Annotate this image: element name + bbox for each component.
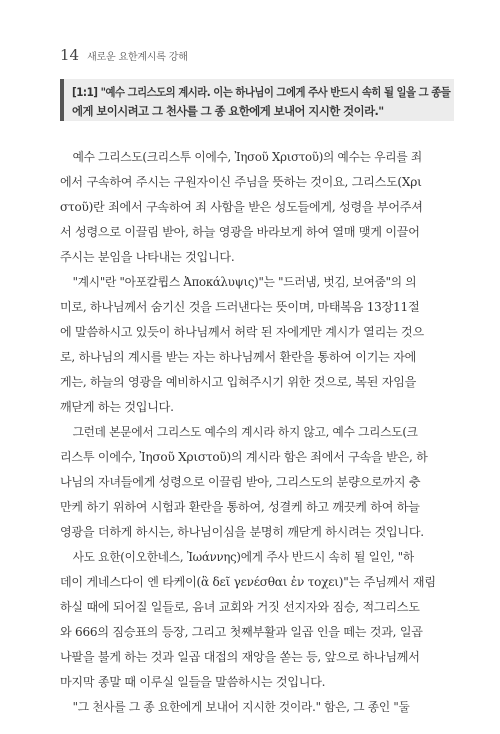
- page-number: 14: [60, 46, 80, 64]
- body-line: 서 성령으로 이끌림 받아, 하늘 영광을 바라보게 하여 열매 맺게 이끌어: [60, 225, 420, 239]
- body-line: 리스투 이에수, Ἰησοῦ Χριστοῦ)의 계시라 함은 죄에서 구속을 받은, 하: [60, 450, 428, 464]
- verse-line-2: 에게 보이시려고 그 천사를 그 종 요한에게 보내어 지시한 것이라.": [72, 104, 384, 118]
- body-line: 주시는 분임을 나타내는 것입니다.: [60, 250, 235, 264]
- verse-quote-box: [60, 79, 454, 121]
- body-line: 에서 구속하여 주시는 구원자이신 주님을 뜻하는 것이요, 그리스도(Χρι: [60, 175, 422, 189]
- body-line: 데이 게네스다이 엔 타케이(ἃ δεῖ γενέσθαι ἐν τοχει)"는 주님께서 재림: [60, 575, 436, 589]
- body-line: 만케 하기 위하여 시험과 환란을 통하여, 성결케 하고 깨끗케 하여 하늘: [60, 500, 420, 514]
- body-line: στοῦ)란 죄에서 구속하여 죄 사함을 받은 성도들에게, 성령을 부어주셔: [60, 200, 423, 214]
- body-line: 미로, 하나님께서 숨기신 것을 드러낸다는 뜻이며, 마태복음 13장11절: [60, 300, 420, 314]
- body-line: 에 말씀하시고 있듯이 하나님께서 허락 된 자에게만 계시가 열리는 것으: [60, 325, 424, 339]
- body-line: 사도 요한(이오한네스, Ἰωάννης)에게 주사 반드시 속히 될 일인, "하: [72, 550, 414, 564]
- body-line: "계시"란 "아포칼륍스 Ἀποκάλυψις)"는 "드러냄, 벗김, 보여줌"의 의: [72, 275, 417, 289]
- verse-line-1: [1:1] "예수 그리스도의 계시라. 이는 하나님이 그에게 주사 반드시 속히 될 일을 그 종들: [72, 85, 451, 99]
- body-line: 나님의 자녀들에게 성령으로 이끌림 받아, 그리스도의 분량으로까지 충: [60, 475, 421, 489]
- page-header: [60, 46, 188, 64]
- body-line: 예수 그리스도(크리스투 이에수, Ἰησοῦ Χριστοῦ)의 예수는 우리를 죄: [72, 150, 422, 164]
- body-line: "그 천사를 그 종 요한에게 보내어 지시한 것이라." 함은, 그 종인 "둘: [72, 700, 410, 714]
- body-line: 하실 때에 되어질 일들로, 음녀 교회와 거짓 선지자와 짐승, 적그리스도: [60, 600, 420, 614]
- body-line: 마지막 종말 때 이루실 일들을 말씀하시는 것입니다.: [60, 675, 326, 689]
- body-line: 영광을 더하게 하시는, 하나님이심을 분명히 깨닫게 하시려는 것입니다.: [60, 525, 424, 539]
- body-line: 로, 하나님의 계시를 받는 자는 하나님께서 환란을 통하여 이기는 자에: [60, 350, 417, 364]
- body-line: 나팔을 불게 하는 것과 일곱 대접의 재앙을 쏟는 등, 앞으로 하나님께서: [60, 650, 420, 664]
- body-line: 깨닫게 하는 것입니다.: [60, 400, 174, 414]
- running-title: 새로운 요한계시록 강해: [87, 52, 188, 63]
- body-line: 게는, 하늘의 영광을 예비하시고 입혀주시기 위한 것으로, 복된 자임을: [60, 375, 417, 389]
- body-line: 그런데 본문에서 그리스도 예수의 계시라 하지 않고, 예수 그리스도(크: [72, 425, 418, 439]
- body-line: 와 666의 짐승표의 등장, 그리고 첫째부활과 일곱 인을 떼는 것과, 일곱: [60, 625, 423, 639]
